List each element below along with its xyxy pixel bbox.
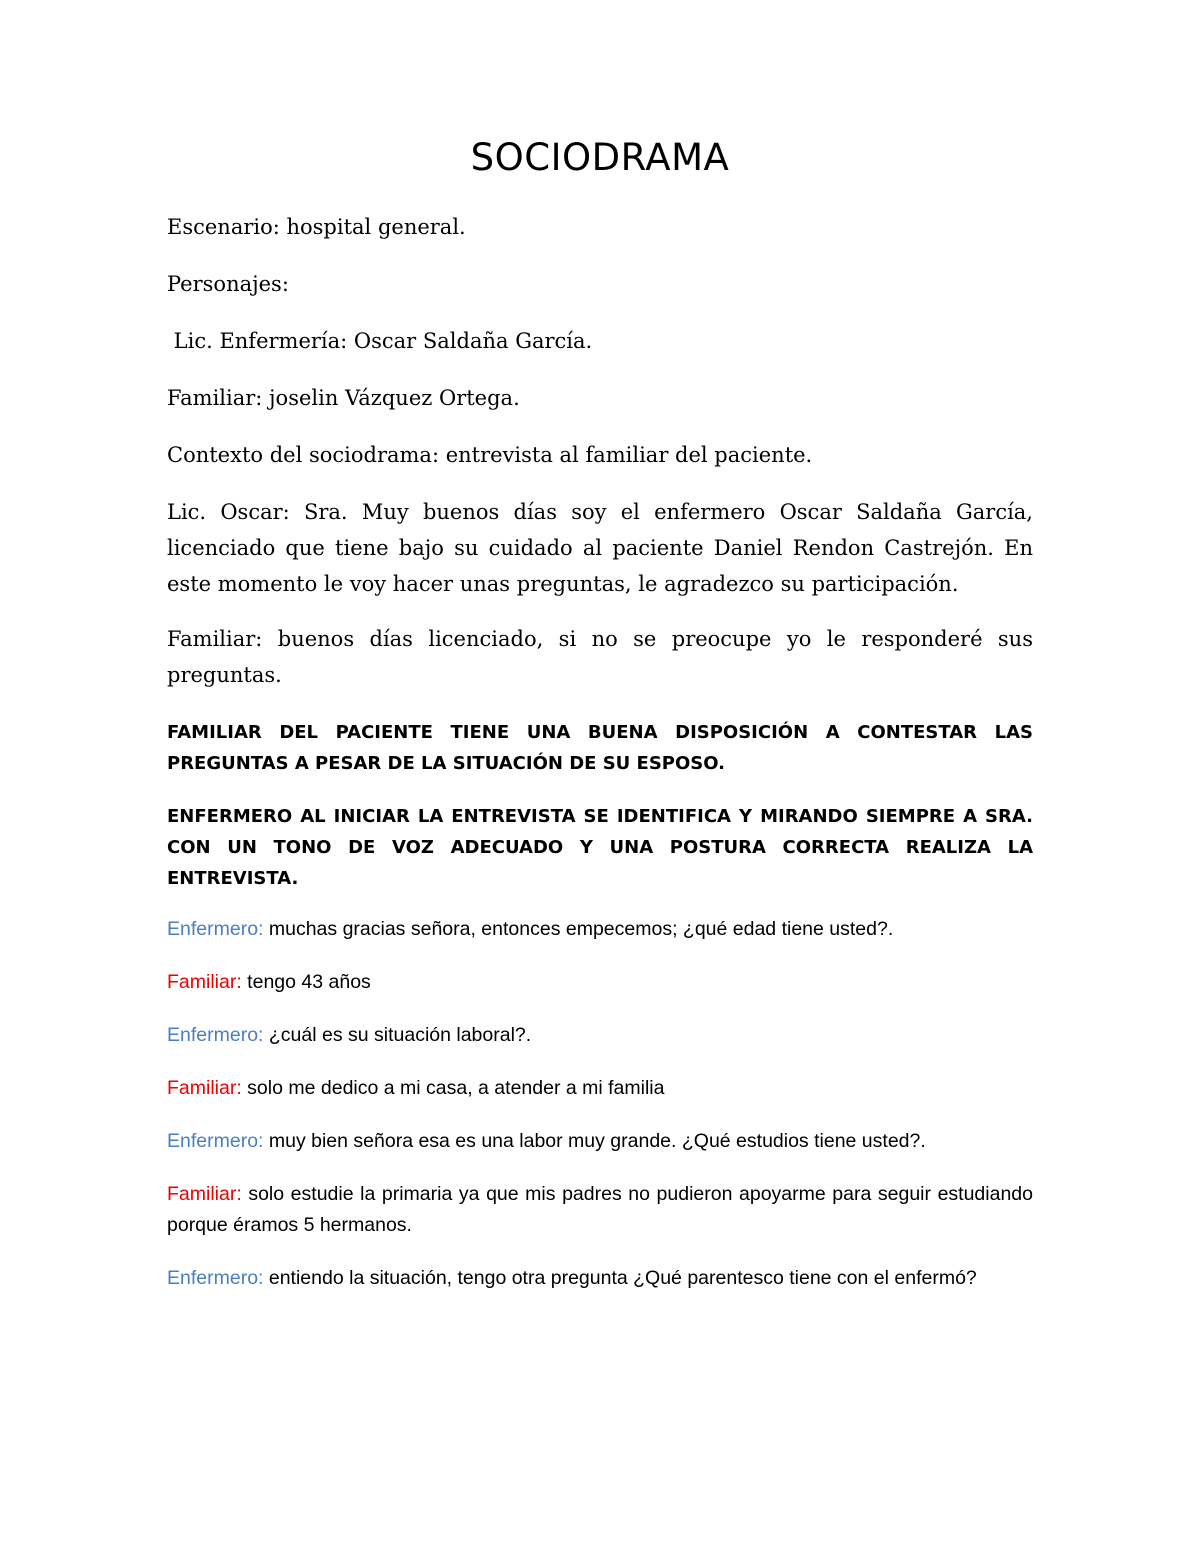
speaker-label-nurse: Enfermero: bbox=[167, 1024, 264, 1046]
speaker-label-family: Familiar: bbox=[167, 1183, 242, 1205]
dialogue-line bbox=[167, 1179, 1033, 1241]
note-family-disposition: FAMILIAR DEL PACIENTE TIENE UNA BUENA DISPOSICIÓN A CONTESTAR LAS PREGUNTAS A PESAR DE LA SITUACIÓN DE SU ESPOSO. bbox=[167, 722, 1033, 774]
context-line: Contexto del sociodrama: entrevista al familiar del paciente. bbox=[167, 443, 813, 467]
speaker-label-family: Familiar: bbox=[167, 1077, 242, 1099]
dialogue-text: solo me dedico a mi casa, a atender a mi familia bbox=[241, 1077, 665, 1099]
note-nurse-identification: ENFERMERO AL INICIAR LA ENTREVISTA SE IDENTIFICA Y MIRANDO SIEMPRE A SRA. CON UN TONO DE VOZ ADECUADO Y UNA POSTURA CORRECTA REALIZA LA ENTREVISTA. bbox=[167, 806, 1033, 889]
dialogue-text: tengo 43 años bbox=[241, 971, 371, 993]
speaker-label-nurse: Enfermero: bbox=[167, 918, 264, 940]
dialogue-line bbox=[167, 1126, 1033, 1157]
characters-heading: Personajes: bbox=[167, 272, 289, 296]
family-reply-paragraph: Familiar: buenos días licenciado, si no se preocupe yo le responderé sus preguntas. bbox=[167, 627, 1033, 687]
dialogue-text: ¿cuál es su situación laboral?. bbox=[263, 1024, 532, 1046]
dialogue-text: solo estudie la primaria ya que mis padres no pudieron apoyarme para seguir estudiando porque éramos 5 hermanos. bbox=[167, 1183, 1033, 1236]
dialogue-text: muchas gracias señora, entonces empecemos; ¿qué edad tiene usted?. bbox=[263, 918, 894, 940]
document-body bbox=[167, 136, 1033, 1316]
document-title: SOCIODRAMA bbox=[470, 136, 730, 179]
character-family: Familiar: joselin Vázquez Ortega. bbox=[167, 386, 520, 410]
dialogue-line bbox=[167, 967, 1033, 998]
speaker-label-nurse: Enfermero: bbox=[167, 1130, 264, 1152]
scenario-line: Escenario: hospital general. bbox=[167, 215, 466, 239]
dialogue-line bbox=[167, 914, 1033, 945]
dialogue-line bbox=[167, 1263, 1033, 1294]
dialogue-line bbox=[167, 1020, 1033, 1051]
speaker-label-family: Familiar: bbox=[167, 971, 242, 993]
dialogue-text: entiendo la situación, tengo otra pregunta ¿Qué parentesco tiene con el enfermó? bbox=[263, 1267, 977, 1289]
dialogue-text: muy bien señora esa es una labor muy grande. ¿Qué estudios tiene usted?. bbox=[263, 1130, 926, 1152]
speaker-label-nurse: Enfermero: bbox=[167, 1267, 264, 1289]
nurse-opening-paragraph: Lic. Oscar: Sra. Muy buenos días soy el enfermero Oscar Saldaña García, licenciado que tiene bajo su cuidado al paciente Daniel Rendon Castrejón. En este momento le voy hacer unas preguntas, le agradezco su participación. bbox=[167, 500, 1033, 596]
dialogue-line bbox=[167, 1073, 1033, 1104]
character-nurse: Lic. Enfermería: Oscar Saldaña García. bbox=[167, 329, 593, 353]
